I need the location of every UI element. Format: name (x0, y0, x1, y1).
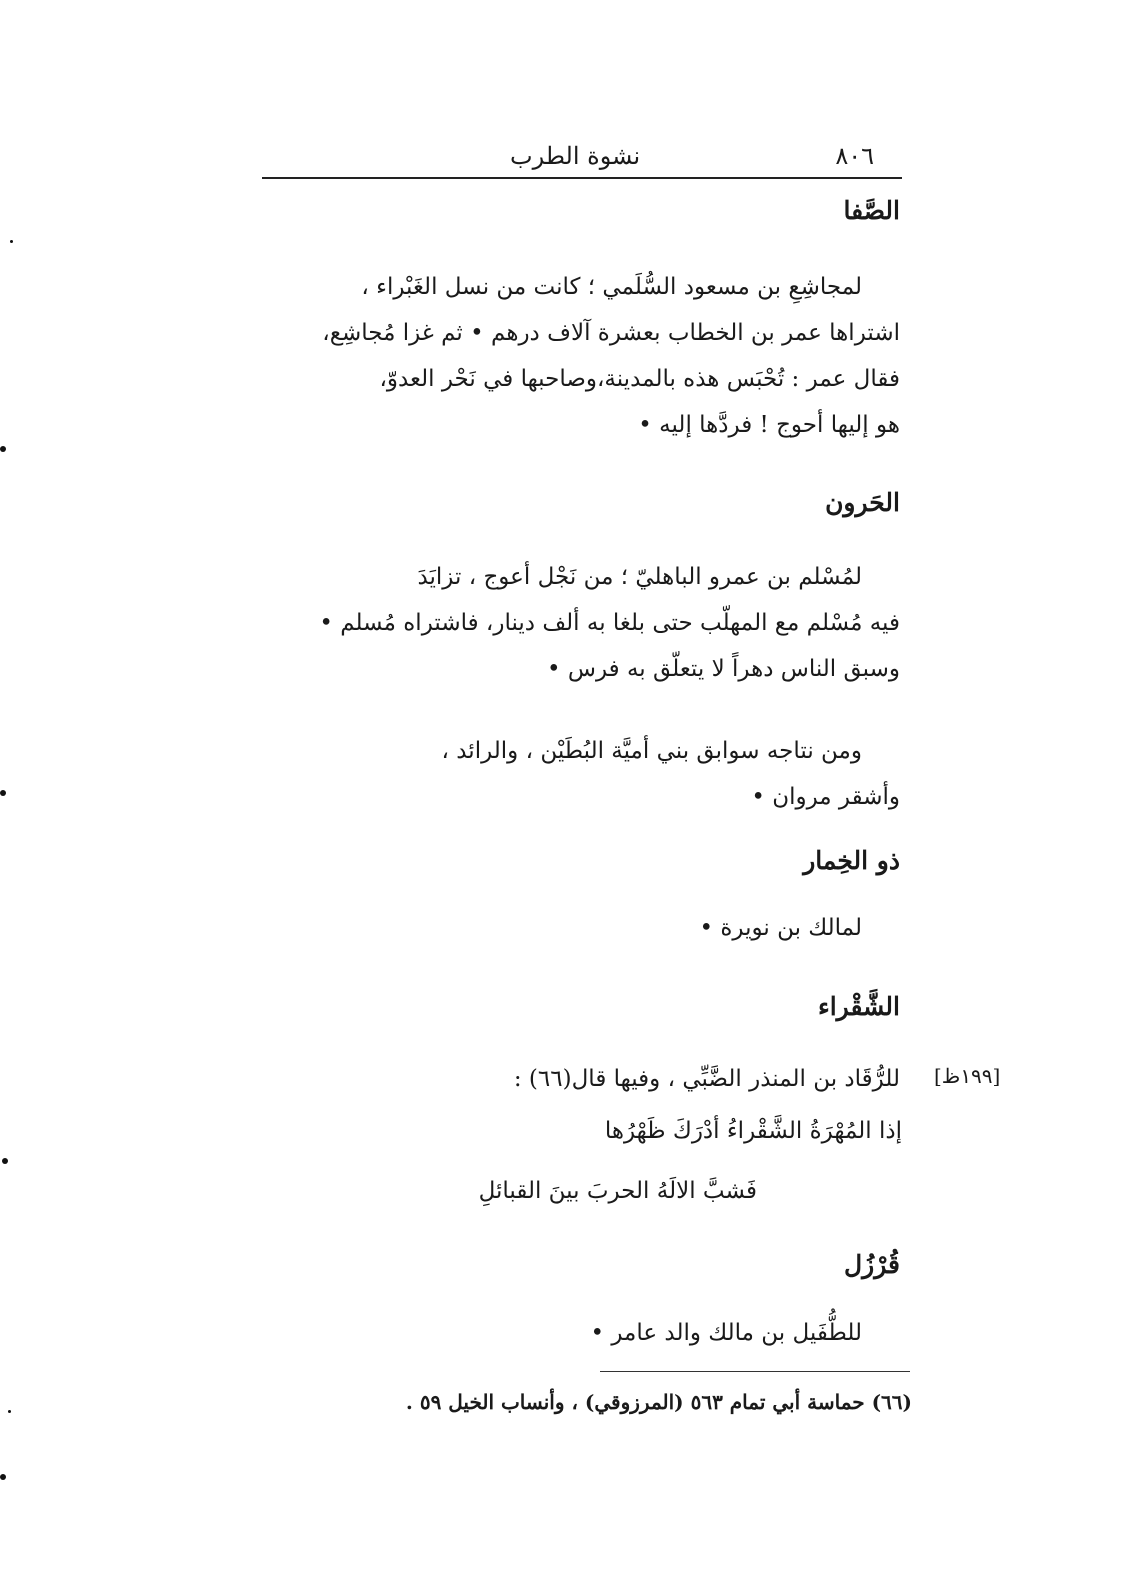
section-body-shaqra (260, 1056, 900, 1102)
text-line: وسبق الناس دهراً لا يتعلّق به فرس • (547, 656, 900, 682)
footnote-rule (600, 1371, 910, 1372)
text-line: لمالك بن نويرة • (699, 915, 862, 941)
text-line: هو إليها أحوج ! فردَّها إليه • (638, 412, 900, 438)
text-line: لمُسْلم بن عمرو الباهليّ ؛ من نَجْل أعوج ، تزايَدَ (417, 564, 862, 590)
scan-speck (0, 790, 6, 796)
verse-line-2: فَشبَّ الالَهُ الحربَ بينَ القبائلِ (478, 1178, 757, 1204)
section-body-safa (260, 264, 900, 448)
section-heading-qurzul: قُرْزُل (844, 1250, 900, 1279)
footnote: (٦٦) حماسة أبي تمام ٥٦٣ (المرزوقي) ، وأنساب الخيل ٥٩ . (405, 1390, 912, 1414)
section-heading-safa: الصَّفا (843, 196, 900, 225)
scan-speck (10, 240, 13, 243)
marginal-folio-note: [١٩٩ظ] (934, 1064, 1001, 1088)
text-line: اشتراها عمر بن الخطاب بعشرة آلاف درهم • ثم غزا مُجاشِع، (322, 320, 900, 346)
section-heading-haroun: الحَرون (825, 488, 900, 517)
scan-speck (2, 1158, 8, 1164)
section-body-dhul-khimar (260, 905, 900, 951)
verse-line-1: إذا المُهْرَةُ الشَّقْراءُ أدْرَكَ ظَهْرُها (604, 1118, 902, 1144)
header-rule (262, 177, 902, 179)
section-heading-shaqra: الشَّقْراء (817, 992, 900, 1021)
text-line: فيه مُسْلم مع المهلّب حتى بلغا به ألف دينار، فاشتراه مُسلم • (319, 610, 900, 636)
page-number: ٨٠٦ (835, 142, 874, 170)
text-line: للرُّقَاد بن المنذر الضَّبِّي ، وفيها قال(٦٦) : (513, 1066, 900, 1092)
section-heading-dhul-khimar: ذو الخِمار (803, 846, 900, 875)
page-header (262, 138, 902, 178)
text-line: وأشقر مروان • (751, 784, 900, 810)
text-line: فقال عمر : تُحْبَس هذه بالمدينة،وصاحبها في نَحْر العدوّ، (379, 366, 900, 392)
text-line: ومن نتاجه سوابق بني أميَّة البُطَيْن ، والرائد ، (441, 738, 862, 764)
text-line: للطُّفَيل بن مالك والد عامر • (590, 1320, 862, 1346)
scan-speck (0, 446, 6, 452)
section-extra-haroun (260, 728, 900, 820)
text-line: لمجاشِعِ بن مسعود السُّلَمي ؛ كانت من نسل الغَبْراء ، (361, 274, 862, 300)
scan-speck (0, 1474, 6, 1480)
running-title: نشوة الطرب (510, 142, 641, 170)
section-body-haroun (260, 554, 900, 692)
scan-speck (8, 1410, 11, 1413)
section-body-qurzul (260, 1310, 900, 1356)
